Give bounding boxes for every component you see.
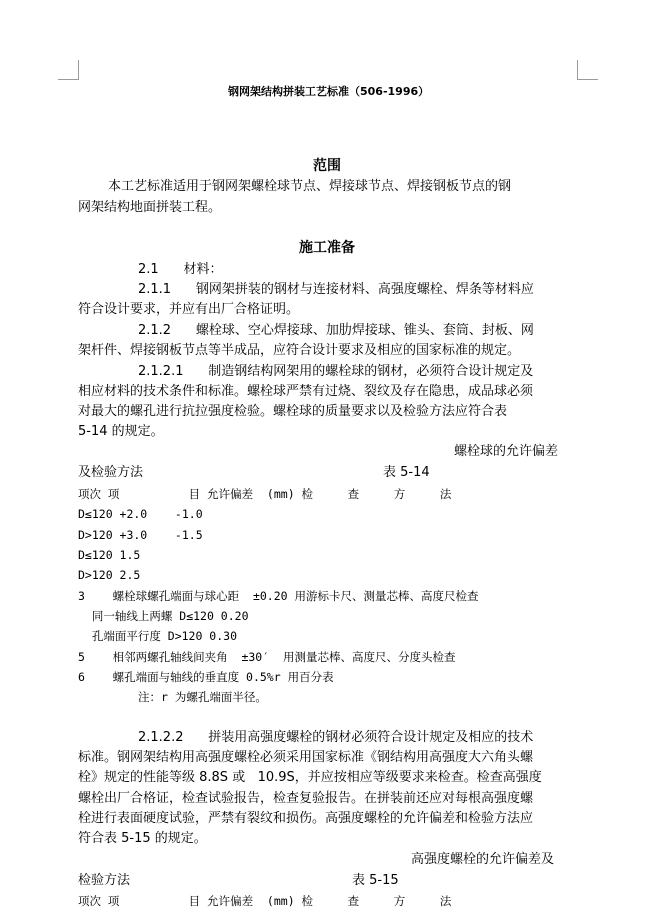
prep-line: 架杆件、焊接钢板节点等半成品，应符合设计要求及相应的国家标准的规定。 (78, 343, 521, 358)
table-header: 项次 项 目 允许偏差 (mm) 检 查 方 法 (78, 487, 452, 501)
document-header: 钢网架结构拼装工艺标准（506-1996） (228, 85, 430, 98)
scope-line: 网架结构地面拼装工程。 (78, 200, 222, 215)
crop-mark-right-vertical (577, 60, 578, 80)
para-line: 符合表 5-15 的规定。 (78, 831, 207, 846)
table-row: 3 螺栓球螺孔端面与球心距 ±0.20 用游标卡尺、测量芯棒、高度尺检查 (78, 589, 479, 603)
table-caption: 高强度螺栓的允许偏差及 (411, 852, 555, 867)
para-line: 标准。钢网架结构用高强度螺栓必须采用国家标准《钢结构用高强度大六角头螺 (78, 750, 534, 765)
table-caption: 螺栓球的允许偏差 (454, 444, 559, 459)
table-header: 项次 项 目 允许偏差 (mm) 检 查 方 法 (78, 894, 452, 908)
table-caption: 及检验方法 (78, 465, 144, 480)
prep-line: 5-14 的规定。 (78, 424, 164, 439)
prep-line: 相应材料的技术条件和标准。螺栓球严禁有过烧、裂纹及存在隐患，成品球必须 (78, 384, 534, 399)
para-line: 2.1.2.2 拼装用高强度螺栓的钢材必须符合设计规定及相应的技术 (138, 730, 534, 745)
crop-mark-left-horizontal (58, 79, 79, 80)
table-caption: 检验方法 (78, 873, 131, 888)
prep-line: 符合设计要求，并应有出厂合格证明。 (78, 302, 300, 317)
prep-line: 2.1.2 螺栓球、空心焊接球、加肋焊接球、锥头、套筒、封板、网 (138, 323, 534, 338)
table-row: 孔端面平行度 D>120 0.30 (78, 629, 238, 643)
table-row: 5 相邻两螺孔轴线间夹角 ±30′ 用测量芯棒、高度尺、分度头检查 (78, 650, 456, 664)
scope-line: 本工艺标准适用于钢网架螺栓球节点、焊接球节点、焊接钢板节点的钢 (108, 179, 512, 194)
table-row: D≤120 +2.0 -1.0 (78, 507, 203, 521)
table-row: 6 螺孔端面与轴线的垂直度 0.5%r 用百分表 (78, 670, 334, 684)
crop-mark-left-vertical (78, 60, 79, 80)
prep-line: 对最大的螺孔进行抗拉强度检验。螺栓球的质量要求以及检验方法应符合表 (78, 404, 508, 419)
table-row: D≤120 1.5 (78, 548, 141, 562)
para-line: 栓进行表面硬度试验，严禁有裂纹和损伤。高强度螺栓的允许偏差和检验方法应 (78, 811, 534, 826)
prep-line: 2.1 材料： (138, 262, 223, 277)
table-row: D>120 +3.0 -1.5 (78, 528, 203, 542)
para-line: 螺栓出厂合格证，检查试验报告，检查复验报告。在拼装前还应对每根高强度螺 (78, 791, 534, 806)
crop-mark-right-horizontal (577, 79, 598, 80)
para-line: 栓》规定的性能等级 8.8S 或 10.9S，并应按相应等级要求来检查。检查高强度 (78, 770, 542, 785)
prep-line: 2.1.1 钢网架拼装的钢材与连接材料、高强度螺栓、焊条等材料应 (138, 282, 534, 297)
table-number: 表 5-15 (352, 873, 399, 888)
table-number: 表 5-14 (383, 465, 430, 480)
prep-line: 2.1.2.1 制造钢结构网架用的螺栓球的钢材，必须符合设计规定及 (138, 364, 534, 379)
table-row: D>120 2.5 (78, 568, 141, 582)
section-heading-scope: 范围 (313, 158, 341, 174)
section-heading-prep: 施工准备 (299, 240, 355, 256)
table-note: 注：r 为螺孔端面半径。 (138, 690, 267, 704)
table-row: 同一轴线上两螺 D≤120 0.20 (78, 609, 249, 623)
